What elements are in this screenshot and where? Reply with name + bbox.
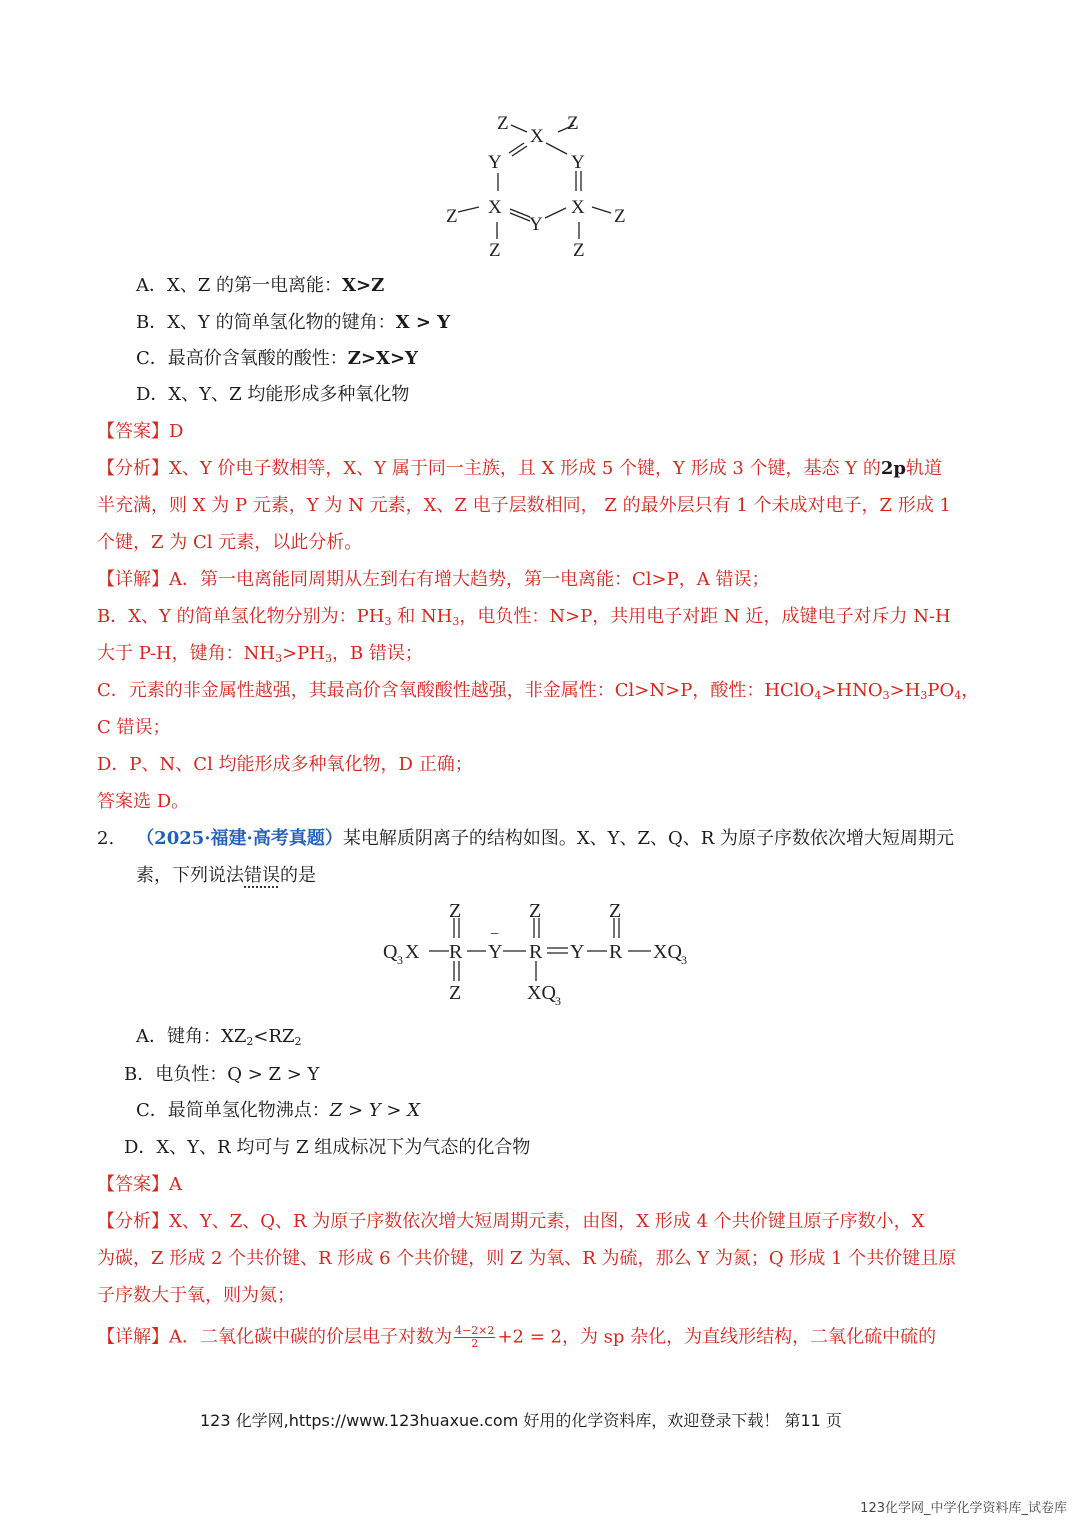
subscript: 3 <box>920 689 928 702</box>
atom-y: Y <box>488 152 502 173</box>
atom-q: Q <box>383 941 398 963</box>
text: >HNO <box>821 680 883 701</box>
subscript: 4 <box>814 689 822 702</box>
group-xq3: XQ <box>527 982 556 1004</box>
text: C．元素的非金属性越强，其最高价含氧酸酸性越强，非金属性：Cl>N>P，酸性：HClO <box>97 680 815 701</box>
atom-z: Z <box>529 900 542 922</box>
text: ，B 错误； <box>331 643 423 664</box>
subscript: 3 <box>275 652 283 665</box>
q1-answer: 【答案】D <box>97 421 184 442</box>
text: 【详解】A．二氧化碳中碳的价层电子对数为 <box>97 1326 452 1348</box>
option-text: B．X、Y 的简单氢化物的键角： <box>136 312 396 333</box>
q2-option-d: D．X、Y、R 均可与 Z 组成标况下为气态的化合物 <box>124 1137 531 1158</box>
atom-y: Y <box>571 152 585 173</box>
option-bold: Z>X>Y <box>347 348 418 369</box>
q2-option-c <box>136 1099 420 1123</box>
atom-y: Y <box>570 941 585 963</box>
text: >PH <box>282 643 325 664</box>
question-stem: 素，下列说法 <box>136 865 244 886</box>
q2-answer: 【答案】A <box>97 1174 182 1195</box>
q2-stem-line <box>136 864 316 888</box>
fraction <box>454 1325 495 1350</box>
q2-stem-line <box>97 827 954 851</box>
q2-option-b: B．电负性：Q > Z > Y <box>124 1064 320 1085</box>
subscript: 3 <box>555 994 561 1008</box>
atom-x: X <box>530 126 544 147</box>
option-text: A．键角：XZ <box>136 1026 247 1047</box>
q1-analysis-line <box>97 457 942 481</box>
atom-z: Z <box>609 900 622 922</box>
text: ，电负性：N>P，共用电子对距 N 近，成键电子对斥力 N-H <box>459 606 951 627</box>
group-xq3: XQ <box>653 941 682 963</box>
atom-z: Z <box>489 240 501 261</box>
option-bold: X > Y <box>395 312 451 333</box>
q1-option-c <box>136 347 418 371</box>
atom-r: R <box>449 941 463 963</box>
subscript: 3 <box>384 615 392 628</box>
atom-z: Z <box>567 113 579 134</box>
q2-option-a <box>136 1025 301 1049</box>
text: ， <box>961 680 980 701</box>
option-text: C．最简单氢化物沸点： <box>136 1100 330 1121</box>
q1-detail-line: 答案选 D。 <box>97 791 190 812</box>
atom-y: Y <box>529 214 543 235</box>
q1-analysis-line: 半充满，则 X 为 P 元素，Y 为 N 元素，X、Z 电子层数相同， Z 的最外层只有 1 个未成对电子，Z 形成 1 <box>97 495 951 516</box>
atom-z: Z <box>497 113 509 134</box>
q1-detail-line: C 错误； <box>97 717 171 738</box>
fraction-denominator: 2 <box>471 1337 479 1350</box>
question-stem: 的是 <box>280 865 316 886</box>
subscript: 3 <box>397 953 403 967</box>
text: PO <box>927 680 955 701</box>
option-text: A．X、Z 的第一电离能： <box>136 275 343 296</box>
charge-minus: − <box>490 926 500 943</box>
q2-structure-diagram <box>375 895 705 1015</box>
subscript: 4 <box>954 689 962 702</box>
q1-detail-line <box>97 605 951 629</box>
atom-z: Z <box>614 206 626 227</box>
atom-y: Y <box>488 941 503 963</box>
atom-r: R <box>529 941 543 963</box>
subscript: 2 <box>294 1035 302 1048</box>
subscript: 3 <box>882 689 890 702</box>
text: 和 NH <box>391 606 453 627</box>
question-stem: 某电解质阴离子的结构如图。X、Y、Z、Q、R 为原子序数依次增大短周期元 <box>342 828 955 849</box>
text: 【分析】X、Y 价电子数相等，X、Y 属于同一主族，且 X 形成 5 个键，Y 形成 3 个键，基态 Y 的 <box>97 458 881 479</box>
atom-x: X <box>571 197 585 218</box>
text: 轨道 <box>905 458 942 479</box>
q1-option-a <box>136 274 384 298</box>
q2-detail-line <box>97 1325 936 1350</box>
q1-analysis-line: 个键，Z 为 Cl 元素，以此分析。 <box>97 532 363 553</box>
text: +2 = 2，为 sp 杂化，为直线形结构，二氧化硫中硫的 <box>497 1326 937 1348</box>
page-footer: 123 化学网,https://www.123huaxue.com 好用的化学资料库，欢迎登录下载！ 第11 页 <box>200 1411 842 1430</box>
question-source: （2025·福建·高考真题） <box>136 828 343 849</box>
subscript: 3 <box>452 615 460 628</box>
option-math: Z > Y > X <box>329 1100 421 1121</box>
atom-z: Z <box>449 982 462 1004</box>
q2-analysis-line: 为碳，Z 形成 2 个共价键、R 形成 6 个共价键，则 Z 为氧、R 为硫，那么 Y 为氮；Q 形成 1 个共价键且原 <box>97 1248 957 1269</box>
q1-option-b <box>136 311 450 335</box>
atom-z: Z <box>449 900 462 922</box>
fraction-numerator: 4−2×2 <box>455 1324 495 1337</box>
subscript: 2 <box>246 1035 254 1048</box>
text: B．X、Y 的简单氢化物分别为：PH <box>97 606 385 627</box>
atom-x: X <box>488 197 502 218</box>
watermark-text: 123化学网_中学化学资料库_试卷库 <box>860 1501 1067 1516</box>
atom-z: Z <box>573 240 585 261</box>
atom-r: R <box>609 941 623 963</box>
subscript: 3 <box>324 652 332 665</box>
question-number: 2. <box>97 828 115 849</box>
q2-analysis-line: 【分析】X、Y、Z、Q、R 为原子序数依次增大短周期元素，由图，X 形成 4 个共价键且原子序数小，X <box>97 1211 925 1232</box>
q1-option-d: D．X、Y、Z 均能形成多种氧化物 <box>136 384 410 405</box>
text: 大于 P-H，键角：NH <box>97 643 276 664</box>
atom-x: X <box>405 941 420 963</box>
q2-analysis-line: 子序数大于氧，则为氮； <box>97 1285 295 1306</box>
q1-detail-line: D．P、N、Cl 均能形成多种氧化物，D 正确； <box>97 754 473 775</box>
subscript: 3 <box>681 953 687 967</box>
option-text: <RZ <box>253 1026 295 1047</box>
q1-detail-line: 【详解】A．第一电离能同周期从左到右有增大趋势，第一电离能：Cl>P，A 错误； <box>97 569 770 590</box>
q1-detail-line <box>97 679 979 703</box>
q1-structure-diagram <box>430 105 650 265</box>
text-bold: 2p <box>880 458 906 479</box>
atom-z: Z <box>446 206 458 227</box>
option-bold: X>Z <box>342 275 385 296</box>
text: >H <box>889 680 921 701</box>
q1-detail-line <box>97 642 423 666</box>
emphasis-text: 错误 <box>244 865 280 886</box>
option-text: C．最高价含氧酸的酸性： <box>136 348 348 369</box>
